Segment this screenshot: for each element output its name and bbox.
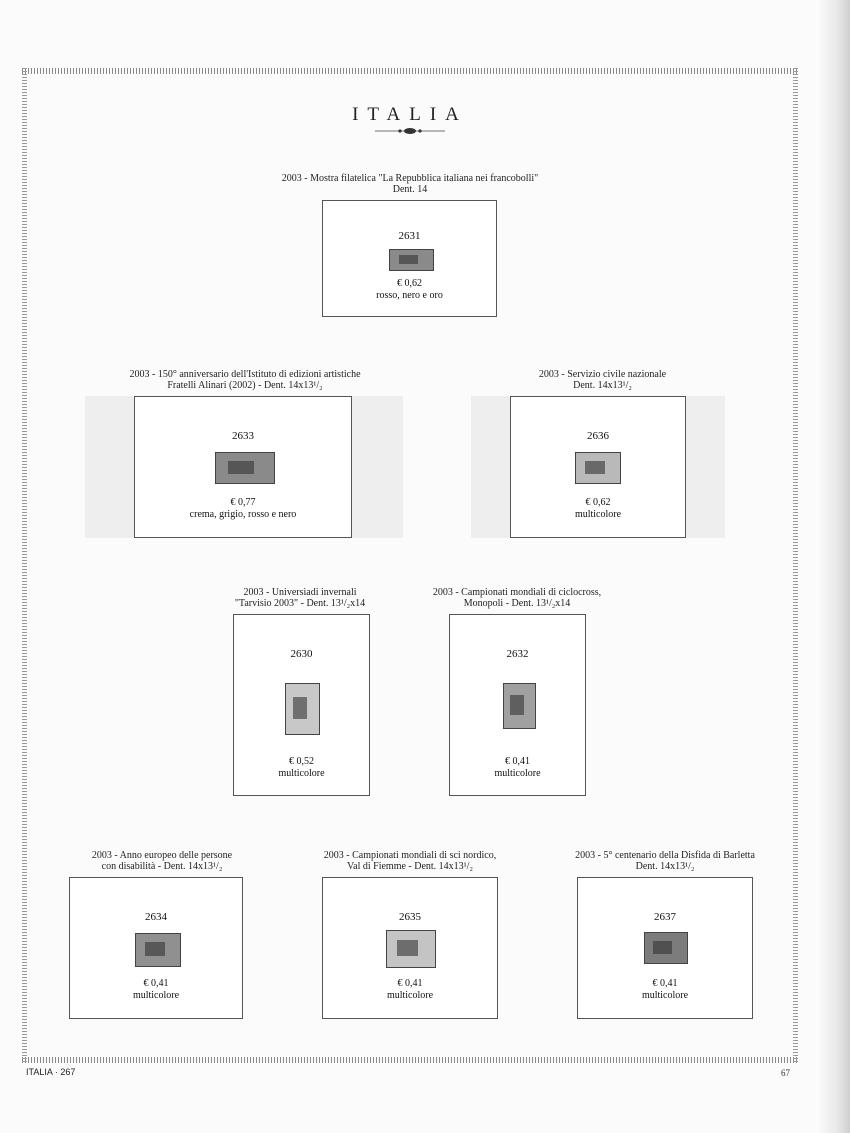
stamp-price-block [323, 278, 496, 302]
stamp-price: € 0,52 [289, 756, 314, 767]
caption-line: 2003 - Universiadi invernali [243, 587, 357, 598]
stamp-number: 2632 [506, 648, 529, 660]
stamp-image [503, 683, 536, 729]
stamp-color: multicolore [132, 990, 180, 1001]
stamp-number: 2633 [232, 430, 254, 442]
caption-line: Dent. 14 [392, 184, 428, 195]
stamp-caption [412, 587, 622, 609]
stamp-frame [233, 614, 370, 796]
stamp-caption [300, 850, 520, 872]
caption-line: "Tarvisio 2003" - Dent. 13¹/₂x14 [234, 598, 366, 609]
stamp-price: € 0,41 [505, 756, 530, 767]
stamp-frame [449, 614, 586, 796]
stamp-image [386, 930, 436, 968]
stamp-price-block [70, 978, 242, 1002]
caption-line: 2003 - Servizio civile nazionale [538, 369, 667, 380]
caption-line: 2003 - Campionati mondiali di ciclocross, [432, 587, 602, 598]
caption-line: 2003 - 150° anniversario dell'Istituto di edizioni artistiche [129, 369, 361, 380]
stamp-price-block [578, 978, 752, 1002]
ornament-icon [375, 126, 445, 136]
stamp-price: € 0,41 [143, 978, 169, 989]
stamp-caption [200, 587, 400, 609]
right-border [793, 68, 798, 1063]
caption-line: 2003 - Mostra filatelica "La Repubblica italiana nei francobolli" [281, 173, 539, 184]
stamp-price: € 0,41 [652, 978, 678, 989]
caption-line: Val di Fiemme - Dent. 14x13¹/₂ [347, 861, 473, 872]
stamp-frame [577, 877, 753, 1019]
stamp-caption [90, 369, 400, 391]
stamp-caption [230, 173, 590, 195]
caption-line: 2003 - Campionati mondiali di sci nordico, [323, 850, 497, 861]
caption-line: con disabilità - Dent. 14x13¹/₂ [101, 861, 223, 872]
stamp-color: multicolore [386, 990, 434, 1001]
stamp-color: multicolore [641, 990, 689, 1001]
stamp-caption [495, 369, 710, 391]
stamp-number: 2637 [654, 911, 676, 923]
stamp-image [575, 452, 621, 484]
stamp-price: € 0,62 [397, 278, 422, 289]
stamp-image [644, 932, 688, 964]
caption-line: Dent. 14x13¹/₂ [635, 861, 695, 872]
stamp-image [285, 683, 320, 735]
stamp-frame [322, 877, 498, 1019]
stamp-price-block [323, 978, 497, 1002]
bottom-border [22, 1057, 798, 1063]
stamp-number: 2636 [587, 430, 609, 442]
stamp-color: crema, grigio, rosso e nero [189, 509, 297, 520]
stamp-frame [134, 396, 352, 538]
stamp-price: € 0,41 [397, 978, 423, 989]
stamp-price-block [450, 756, 585, 780]
stamp-frame [510, 396, 686, 538]
stamp-price-block [511, 497, 685, 521]
stamp-color: multicolore [278, 768, 325, 779]
stamp-image [215, 452, 275, 484]
stamp-color: multicolore [494, 768, 541, 779]
stamp-frame [322, 200, 497, 317]
caption-line: 2003 - Anno europeo delle persone [91, 850, 233, 861]
stamp-number: 2634 [145, 911, 167, 923]
stamp-caption [62, 850, 262, 872]
footer-left: ITALIA · 267 [26, 1067, 76, 1077]
caption-line: Fratelli Alinari (2002) - Dent. 14x13¹/₂ [167, 380, 323, 391]
top-border [22, 68, 798, 74]
stamp-price: € 0,62 [585, 497, 611, 508]
stamp-color: rosso, nero e oro [376, 290, 443, 301]
stamp-number: 2630 [290, 648, 313, 660]
page-edge-shadow [818, 0, 850, 1133]
stamp-caption [555, 850, 775, 872]
left-border [22, 68, 27, 1063]
page-title: ITALIA [352, 104, 468, 125]
stamp-image [389, 249, 434, 271]
stamp-price: € 0,77 [230, 497, 256, 508]
stamp-price-block [135, 497, 351, 521]
caption-line: Monopoli - Dent. 13¹/₂x14 [463, 598, 571, 609]
page-number: 67 [781, 1068, 790, 1078]
stamp-color: multicolore [574, 509, 622, 520]
stamp-number: 2635 [399, 911, 421, 923]
stamp-frame [69, 877, 243, 1019]
caption-line: Dent. 14x13¹/₂ [573, 380, 632, 391]
stamp-image [135, 933, 181, 967]
caption-line: 2003 - 5° centenario della Disfida di Barletta [575, 850, 755, 861]
stamp-number: 2631 [398, 230, 421, 242]
stamp-price-block [234, 756, 369, 780]
